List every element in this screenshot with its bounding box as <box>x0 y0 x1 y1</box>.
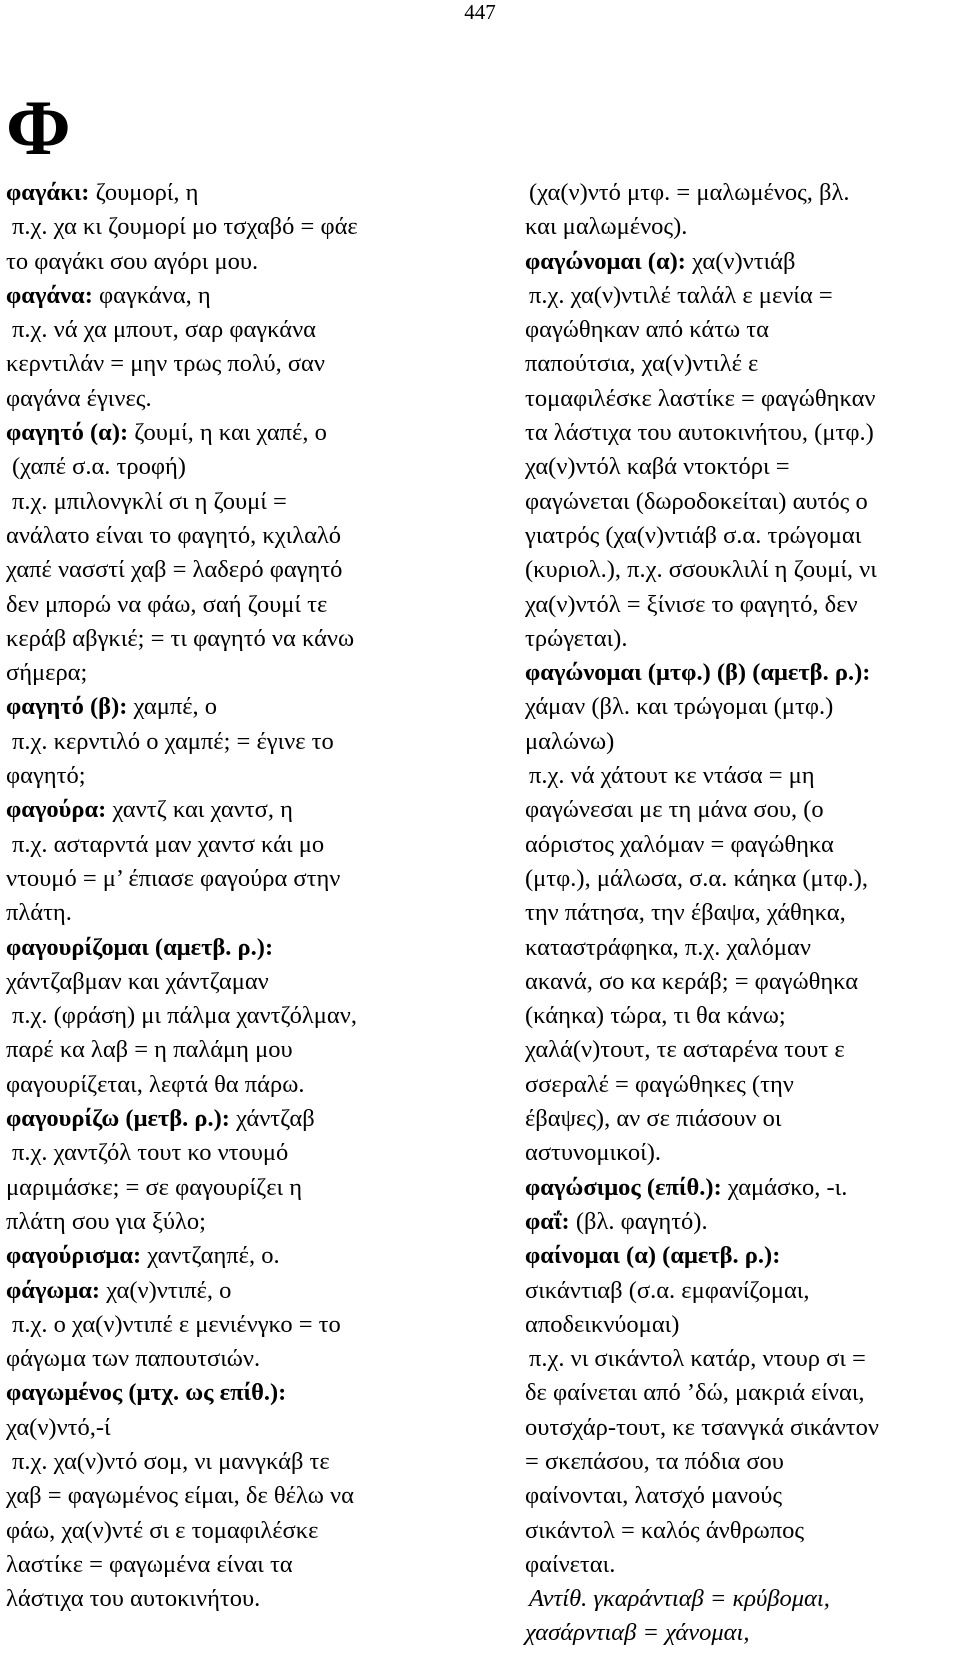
left-column-line <box>6 656 466 690</box>
page-number: 447 <box>464 0 496 24</box>
entry-text: χαπέ νασστί χαβ = λαδερό φαγητό <box>6 556 343 584</box>
left-column-line <box>6 1102 466 1136</box>
entry-text: χάντζαβ <box>229 1105 315 1133</box>
left-column-line <box>6 553 466 587</box>
left-column-line <box>6 1033 466 1067</box>
entry-text: (μτφ.), μάλωσα, σ.α. κάηκα (μτφ.), <box>525 864 869 892</box>
headword: φαγουρίζω (μετβ. ρ.): <box>6 1105 230 1133</box>
right-column-line <box>525 1411 955 1445</box>
right-column-line <box>525 347 955 381</box>
left-column-line <box>6 210 466 244</box>
right-column-line <box>525 176 955 210</box>
entry-text: χα(ν)ντόλ = ξίνισε το φαγητό, δεν <box>525 590 858 618</box>
entry-text: χαντζαηπέ, ο. <box>141 1242 280 1270</box>
right-column-line <box>525 1033 955 1067</box>
entry-text: παρέ κα λαβ = η παλάμη μου <box>6 1036 293 1064</box>
left-column-line <box>6 759 466 793</box>
entry-text: τρώγεται). <box>525 624 628 652</box>
right-column-line <box>525 1102 955 1136</box>
italic-text: Αντίθ. γκαράντιαβ = κρύβομαι, <box>529 1585 830 1613</box>
headword: φαγάνα: <box>6 281 93 309</box>
entry-text: μαλώνω) <box>525 727 615 755</box>
entry-text: αποδεικνύομαι) <box>525 1310 680 1338</box>
entry-text: π.χ. χα κι ζουμορί μο τσχαβό = φάε <box>12 213 358 241</box>
entry-text: αόριστος χαλόμαν = φαγώθηκα <box>525 830 834 858</box>
headword: φαγούρισμα: <box>6 1242 142 1270</box>
right-column-line <box>525 450 955 484</box>
headword: φαγωμένος (μτχ. ως επίθ.): <box>6 1379 287 1407</box>
left-column-line <box>6 519 466 553</box>
entry-text: ανάλατο είναι το φαγητό, κχιλαλό <box>6 521 342 549</box>
entry-text: π.χ. χα(ν)ντό σομ, νι μανγκάβ τε <box>12 1447 330 1475</box>
entry-text: κερντιλάν = μην τρως πολύ, σαν <box>6 350 325 378</box>
headword: φαγουρίζομαι (αμετβ. ρ.): <box>6 933 274 961</box>
entry-text: (βλ. φαγητό). <box>569 1207 708 1235</box>
entry-text: γιατρός (χα(ν)ντιάβ σ.α. τρώγομαι <box>525 521 862 549</box>
entry-text: (χα(ν)ντό μτφ. = μαλωμένος, βλ. <box>529 179 850 206</box>
entry-text: φαγητό; <box>6 762 86 790</box>
right-column-line <box>525 656 955 690</box>
entry-text: = σκεπάσου, τα πόδια σου <box>525 1447 784 1475</box>
left-column-line <box>6 1548 466 1582</box>
left-column-line <box>6 279 466 313</box>
entry-text: π.χ. ο χα(ν)ντιπέ ε μενιένγκο = το <box>12 1310 341 1338</box>
right-column-line <box>525 1479 955 1513</box>
left-column-line <box>6 725 466 759</box>
right-column-line <box>525 245 955 279</box>
right-column-line <box>525 279 955 313</box>
entry-text: φαγώνεται (δωροδοκείται) αυτός ο <box>525 487 868 515</box>
entry-text: παπούτσια, χα(ν)ντιλέ ε <box>525 350 759 378</box>
entry-text: π.χ. νι σικάντολ κατάρ, ντουρ σι = <box>529 1345 866 1373</box>
left-column <box>6 176 466 1616</box>
entry-text: έβαψες), αν σε πιάσουν οι <box>525 1105 782 1133</box>
entry-text: ζουμορί, η <box>89 179 199 206</box>
entry-text: κεράβ αβγκιέ; = τι φαγητό να κάνω <box>6 624 355 652</box>
headword: φαγώσιμος (επίθ.): <box>525 1173 722 1201</box>
left-column-line <box>6 1136 466 1170</box>
left-column-line <box>6 313 466 347</box>
entry-text: χα(ν)ντό,-ί <box>6 1413 111 1441</box>
entry-text: σσεραλέ = φαγώθηκες (την <box>525 1070 794 1098</box>
right-column <box>525 176 955 1651</box>
right-column-line <box>525 690 955 724</box>
entry-text: φαίνονται, λατσχό μανούς <box>525 1482 783 1510</box>
entry-text: την πάτησα, την έβαψα, χάθηκα, <box>525 899 846 927</box>
entry-text: τομαφιλέσκε λαστίκε = φαγώθηκαν <box>525 384 876 412</box>
entry-text: χάμαν (βλ. και τρώγομαι (μτφ.) <box>525 693 834 721</box>
left-column-line <box>6 1376 466 1410</box>
right-column-line <box>525 519 955 553</box>
entry-text: φαγάνα έγινες. <box>6 384 152 412</box>
entry-text: χαντζ και χαντσ, η <box>106 796 293 824</box>
headword: φαγούρα: <box>6 796 107 824</box>
headword: φαγητό (β): <box>6 693 128 721</box>
right-column-line <box>525 999 955 1033</box>
right-column-line <box>525 210 955 244</box>
left-column-line <box>6 965 466 999</box>
entry-text: π.χ. (φράση) μι πάλμα χαντζόλμαν, <box>12 1002 357 1030</box>
left-column-line <box>6 382 466 416</box>
entry-text: τα λάστιχα του αυτοκινήτου, (μτφ.) <box>525 419 874 447</box>
entry-text: και μαλωμένος). <box>525 213 688 241</box>
entry-text: χαμπέ, ο <box>127 693 217 721</box>
right-column-line <box>525 1548 955 1582</box>
entry-text: χα(ν)ντιπέ, ο <box>100 1276 232 1304</box>
right-column-line <box>525 828 955 862</box>
entry-text: χα(ν)ντόλ καβά ντοκτόρι = <box>525 453 790 481</box>
entry-text: αστυνομικοί). <box>525 1139 662 1167</box>
right-column-line <box>525 1582 955 1616</box>
entry-text: σικάντιαβ (σ.α. εμφανίζομαι, <box>525 1276 810 1304</box>
left-column-line <box>6 1068 466 1102</box>
right-column-line <box>525 1308 955 1342</box>
right-column-line <box>525 588 955 622</box>
left-column-line <box>6 1239 466 1273</box>
entry-text: π.χ. μπιλονγκλί σι η ζουμί = <box>12 487 287 515</box>
entry-text: φαγουρίζεται, λεφτά θα πάρω. <box>6 1070 305 1098</box>
right-column-line <box>525 1274 955 1308</box>
headword: φαγώνομαι (α): <box>525 247 686 275</box>
headword: φαγώνομαι (μτφ.) (β) (αμετβ. ρ.): <box>525 659 871 687</box>
left-column-line <box>6 485 466 519</box>
entry-text: ουτσχάρ-τουτ, κε τσανγκά σικάντον <box>525 1413 879 1441</box>
entry-text: χαβ = φαγωμένος είμαι, δε θέλω να <box>6 1482 354 1510</box>
entry-text: μαριμάσκε; = σε φαγουρίζει η <box>6 1173 303 1201</box>
left-column-line <box>6 622 466 656</box>
entry-text: (κάηκα) τώρα, τι θα κάνω; <box>525 1002 786 1030</box>
right-column-line <box>525 485 955 519</box>
right-column-line <box>525 1376 955 1410</box>
entry-text: χαμάσκο, -ι. <box>721 1173 848 1201</box>
entry-text: φαγκάνα, η <box>92 281 211 309</box>
left-column-line <box>6 1411 466 1445</box>
headword: φαγητό (α): <box>6 419 129 447</box>
left-column-line <box>6 1308 466 1342</box>
right-column-line <box>525 1342 955 1376</box>
headword: φάγωμα: <box>6 1276 101 1304</box>
right-column-line <box>525 931 955 965</box>
entry-text: χα(ν)ντιάβ <box>685 247 796 275</box>
left-column-line <box>6 1274 466 1308</box>
left-column-line <box>6 1514 466 1548</box>
left-column-line <box>6 588 466 622</box>
entry-text: π.χ. ασταρντά μαν χαντσ κάι μο <box>12 830 325 858</box>
entry-text: φάγωμα των παπουτσιών. <box>6 1345 261 1373</box>
entry-text: καταστράφηκα, π.χ. χαλόμαν <box>525 933 811 961</box>
entry-text: (χαπέ σ.α. τροφή) <box>12 453 186 481</box>
entry-text: ακανά, σο κα κεράβ; = φαγώθηκα <box>525 967 859 995</box>
entry-text: φαίνεται. <box>525 1550 616 1578</box>
entry-text: λάστιχα του αυτοκινήτου. <box>6 1585 261 1613</box>
left-column-line <box>6 450 466 484</box>
headword: φαγάκι: <box>6 179 90 206</box>
right-column-line <box>525 1514 955 1548</box>
left-column-line <box>6 347 466 381</box>
right-column-line <box>525 1445 955 1479</box>
right-column-line <box>525 1136 955 1170</box>
right-column-line <box>525 553 955 587</box>
entry-text: χαλά(ν)τουτ, τε ασταρένα τουτ ε <box>525 1036 845 1064</box>
entry-text: φάω, χα(ν)ντέ σι ε τομαφιλέσκε <box>6 1516 319 1544</box>
entry-text: ζουμί, η και χαπέ, ο <box>128 419 327 447</box>
section-letter: Φ <box>6 84 71 171</box>
left-column-line <box>6 1582 466 1616</box>
entry-text: ντουμό = μ’ έπιασε φαγούρα στην <box>6 864 341 892</box>
headword: φαΐ: <box>525 1207 570 1235</box>
entry-text: π.χ. νά χα μπουτ, σαρ φαγκάνα <box>12 316 317 344</box>
entry-text: π.χ. κερντιλό ο χαμπέ; = έγινε το <box>12 727 334 755</box>
entry-text: το φαγάκι σου αγόρι μου. <box>6 247 259 275</box>
right-column-line <box>525 622 955 656</box>
entry-text: χάντζαβμαν και χάντζαμαν <box>6 967 269 995</box>
entry-text: π.χ. χαντζόλ τουτ κο ντουμό <box>12 1139 289 1167</box>
entry-text: φαγώθηκαν από κάτω τα <box>525 316 769 344</box>
right-column-line <box>525 725 955 759</box>
left-column-line <box>6 1479 466 1513</box>
right-column-line <box>525 793 955 827</box>
left-column-line <box>6 1445 466 1479</box>
entry-text: (κυριολ.), π.χ. σσουκλιλί η ζουμί, νι <box>525 556 877 584</box>
left-column-line <box>6 999 466 1033</box>
right-column-line <box>525 1239 955 1273</box>
right-column-line <box>525 313 955 347</box>
left-column-line <box>6 690 466 724</box>
left-column-line <box>6 1171 466 1205</box>
entry-text: δε φαίνεται από ’δώ, μακριά είναι, <box>525 1379 865 1407</box>
right-column-line <box>525 1068 955 1102</box>
left-column-line <box>6 862 466 896</box>
entry-text: πλάτη σου για ξύλο; <box>6 1207 206 1235</box>
right-column-line <box>525 759 955 793</box>
left-column-line <box>6 176 466 210</box>
entry-text: σικάντολ = καλός άνθρωπος <box>525 1516 805 1544</box>
entry-text: λαστίκε = φαγωμένα είναι τα <box>6 1550 293 1578</box>
right-column-line <box>525 382 955 416</box>
entry-text: π.χ. χα(ν)ντιλέ ταλάλ ε μενία = <box>529 281 833 309</box>
right-column-line <box>525 965 955 999</box>
right-column-line <box>525 1616 955 1650</box>
right-column-line <box>525 862 955 896</box>
left-column-line <box>6 1342 466 1376</box>
left-column-line <box>6 896 466 930</box>
entry-text: φαγώνεσαι με τη μάνα σου, (ο <box>525 796 824 824</box>
left-column-line <box>6 245 466 279</box>
right-column-line <box>525 416 955 450</box>
right-column-line <box>525 1205 955 1239</box>
entry-text: σήμερα; <box>6 659 88 687</box>
left-column-line <box>6 1205 466 1239</box>
right-column-line <box>525 896 955 930</box>
left-column-line <box>6 828 466 862</box>
left-column-line <box>6 416 466 450</box>
right-column-line <box>525 1171 955 1205</box>
entry-text: πλάτη. <box>6 899 72 927</box>
italic-text: χασάρντιαβ = χάνομαι, <box>525 1619 750 1647</box>
left-column-line <box>6 793 466 827</box>
headword: φαίνομαι (α) (αμετβ. ρ.): <box>525 1242 781 1270</box>
entry-text: δεν μπορώ να φάω, σαή ζουμί τε <box>6 590 328 618</box>
left-column-line <box>6 931 466 965</box>
entry-text: π.χ. νά χάτουτ κε ντάσα = μη <box>529 762 815 790</box>
